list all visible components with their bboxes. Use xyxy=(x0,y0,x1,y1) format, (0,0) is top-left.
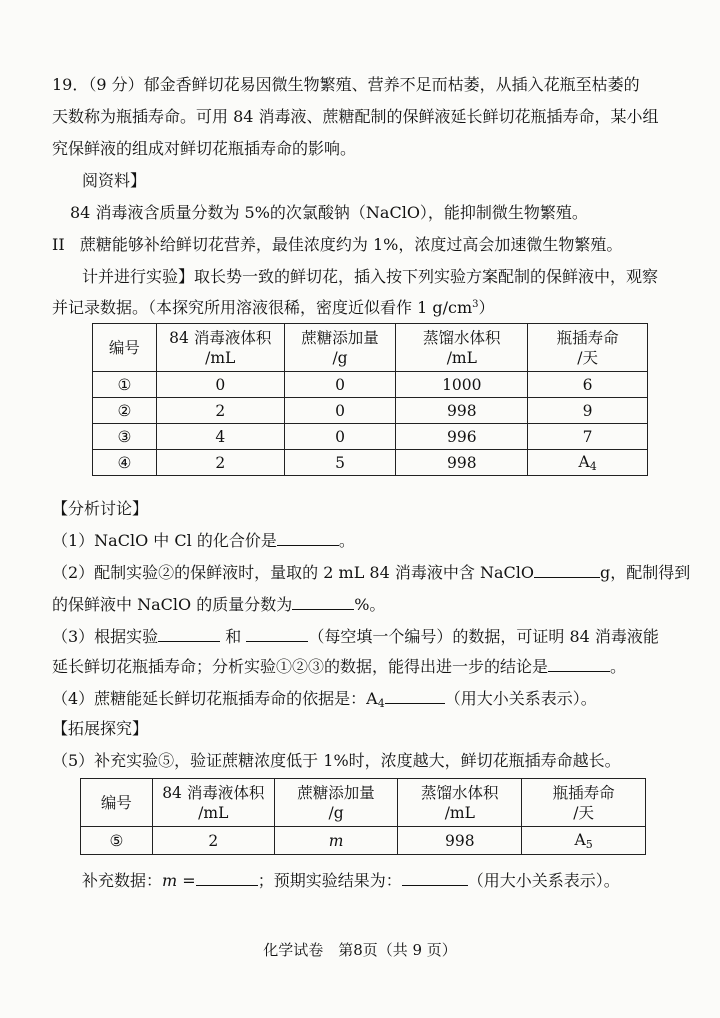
table-cell: 2 xyxy=(156,398,284,424)
answer-blank[interactable] xyxy=(158,626,220,642)
design-line-1: 计并进行实验】取长势一致的鲜切花，插入按下列实验方案配制的保鲜液中，观察 xyxy=(82,267,659,286)
analysis-q4-text-b: （用大小关系表示）。 xyxy=(444,689,597,708)
answer-blank[interactable] xyxy=(292,594,354,610)
materials-item-1: 84 消毒液含质量分数为 5%的次氯酸钠（NaClO），能抑制微生物繁殖。 xyxy=(70,203,588,222)
table-row xyxy=(93,424,648,450)
table-cell: ⑤ xyxy=(81,827,153,855)
supplement-eq: = xyxy=(177,871,196,890)
answer-blank[interactable] xyxy=(385,688,445,704)
analysis-q2-text-b: g，配制得到 xyxy=(599,563,691,582)
table-1-header-row xyxy=(93,324,648,372)
table-2-header-id: 编号 xyxy=(81,779,153,827)
materials-item-2-marker: II xyxy=(52,235,65,254)
table-cell: 0 xyxy=(156,372,284,398)
answer-blank[interactable] xyxy=(548,656,610,672)
design-line-2-end: ） xyxy=(478,298,495,317)
analysis-q3-line-2 xyxy=(52,656,626,678)
analysis-q3-text-b: 和 xyxy=(225,627,242,646)
analysis-q4 xyxy=(52,688,597,715)
supplement-m: m xyxy=(162,871,178,890)
analysis-q2-line-2 xyxy=(52,594,385,616)
materials-heading: 阅资料】 xyxy=(82,171,147,190)
table-2-header-row xyxy=(81,779,646,827)
table-row xyxy=(81,827,646,855)
table-1-header-lifespan: 瓶插寿命 /天 xyxy=(528,324,648,372)
analysis-q1-text: （1）NaClO 中 Cl 的化合价是 xyxy=(52,531,277,550)
table-1-header-disinfectant: 84 消毒液体积 /mL xyxy=(156,324,284,372)
analysis-q1 xyxy=(52,530,355,552)
answer-blank[interactable] xyxy=(534,562,600,578)
table-2-header-disinfectant: 84 消毒液体积 /mL xyxy=(152,779,274,827)
table-cell: ④ xyxy=(93,450,157,476)
question-intro-line-1: 19．（9 分）郁金香鲜切花易因微生物繁殖、营养不足而枯萎，从插入花瓶至枯萎的 xyxy=(52,75,640,94)
table-cell: m xyxy=(274,827,398,855)
extension-heading: 【拓展探究】 xyxy=(52,719,149,738)
analysis-q3-text-d: 延长鲜切花瓶插寿命；分析实验①②③的数据，能得出进一步的结论是 xyxy=(52,657,549,676)
table-cell: ③ xyxy=(93,424,157,450)
supplement-end: （用大小关系表示）。 xyxy=(467,871,620,890)
supplement-label: 补充数据： xyxy=(82,871,163,890)
table-cell: 0 xyxy=(284,372,396,398)
analysis-q2-line-1 xyxy=(52,562,690,584)
table-1-header-id: 编号 xyxy=(93,324,157,372)
analysis-q2-text-c: 的保鲜液中 NaClO 的质量分数为 xyxy=(52,595,293,614)
analysis-q3-line-1 xyxy=(52,626,659,648)
table-cell: 5 xyxy=(284,450,396,476)
supplement-result-label: ；预期实验结果为： xyxy=(257,871,402,890)
table-cell: 1000 xyxy=(396,372,528,398)
table-cell: 7 xyxy=(528,424,648,450)
extension-q5: （5）补充实验⑤，验证蔗糖浓度低于 1%时，浓度越大，鲜切花瓶插寿命越长。 xyxy=(52,751,621,770)
table-cell: $A_5$ xyxy=(522,827,646,855)
answer-blank[interactable] xyxy=(277,530,339,546)
table-cell: ② xyxy=(93,398,157,424)
table-cell: 4 xyxy=(156,424,284,450)
subscript: 4 xyxy=(589,459,597,473)
supplement-line xyxy=(82,870,620,892)
table-cell: $A_4$ xyxy=(528,450,648,476)
table-cell: 998 xyxy=(396,450,528,476)
table-row xyxy=(93,398,648,424)
analysis-q1-end: 。 xyxy=(338,531,355,550)
table-row xyxy=(93,450,648,476)
analysis-q2-text-d: %。 xyxy=(354,595,386,614)
analysis-q2-text: （2）配制实验②的保鲜液时，量取的 2 mL 84 消毒液中含 NaClO xyxy=(52,563,534,582)
table-cell: 9 xyxy=(528,398,648,424)
table-cell: 2 xyxy=(156,450,284,476)
table-cell: 0 xyxy=(284,424,396,450)
table-cell: 998 xyxy=(396,398,528,424)
question-intro-line-3: 究保鲜液的组成对鲜切花瓶插寿命的影响。 xyxy=(52,139,357,158)
table-2-header-lifespan: 瓶插寿命 /天 xyxy=(522,779,646,827)
design-line-2 xyxy=(52,294,495,319)
answer-blank[interactable] xyxy=(246,626,308,642)
table-cell: 0 xyxy=(284,398,396,424)
table-cell: 6 xyxy=(528,372,648,398)
table-1-header-sugar: 蔗糖添加量 /g xyxy=(284,324,396,372)
question-intro-line-2: 天数称为瓶插寿命。可用 84 消毒液、蔗糖配制的保鲜液延长鲜切花瓶插寿命，某小组 xyxy=(52,107,659,126)
table-2-header-sugar: 蔗糖添加量 /g xyxy=(274,779,398,827)
design-line-2-text: 并记录数据。（本探究所用溶液很稀，密度近似看作 1 g/cm xyxy=(52,298,473,317)
analysis-q4-text: （4）蔗糖能延长鲜切花瓶插寿命的依据是：A xyxy=(52,689,378,708)
analysis-q3-text-c: （每空填一个编号）的数据，可证明 84 消毒液能 xyxy=(308,627,659,646)
table-row xyxy=(93,372,648,398)
analysis-q3-text: （3）根据实验 xyxy=(52,627,159,646)
materials-item-2-text: 蔗糖能够补给鲜切花营养，最佳浓度约为 1%，浓度过高会加速微生物繁殖。 xyxy=(79,235,623,254)
table-cell: ① xyxy=(93,372,157,398)
materials-item-2 xyxy=(52,234,622,256)
table-cell: 998 xyxy=(398,827,522,855)
table-cell: 2 xyxy=(152,827,274,855)
analysis-q4-sub: 4 xyxy=(377,697,385,710)
analysis-q3-text-e: 。 xyxy=(610,657,627,676)
analysis-heading: 【分析讨论】 xyxy=(52,499,149,518)
experiment-table-1 xyxy=(92,323,648,476)
answer-blank[interactable] xyxy=(196,870,258,886)
table-2-header-water: 蒸馏水体积 /mL xyxy=(398,779,522,827)
design-line-2-sup: 3 xyxy=(472,299,479,310)
page-footer: 化学试卷 第8页（共 9 页） xyxy=(263,941,457,959)
experiment-table-2 xyxy=(80,778,646,855)
table-cell: 996 xyxy=(396,424,528,450)
subscript: 5 xyxy=(585,837,593,851)
table-1-header-water: 蒸馏水体积 /mL xyxy=(396,324,528,372)
answer-blank[interactable] xyxy=(402,870,468,886)
